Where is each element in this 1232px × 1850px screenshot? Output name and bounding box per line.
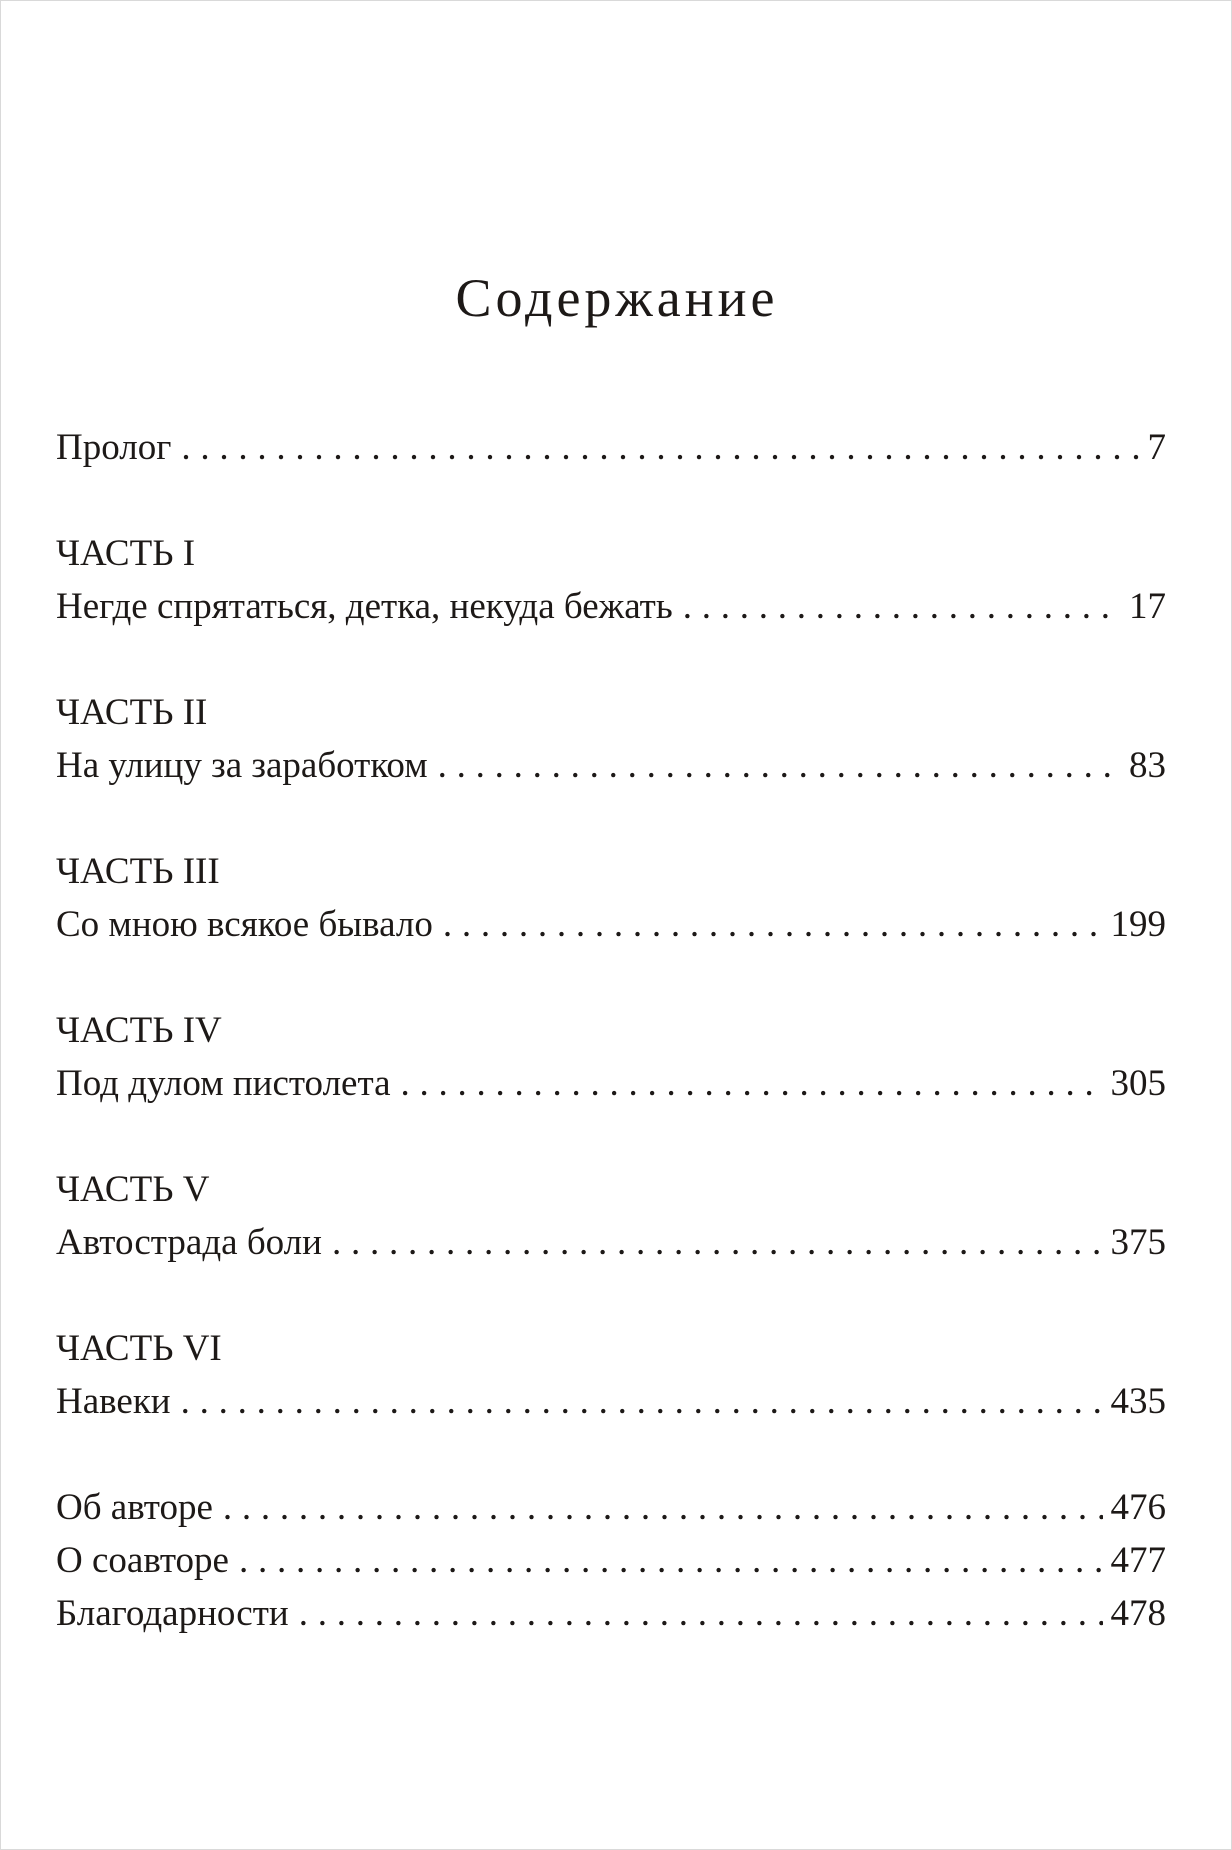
entry-title: Навеки xyxy=(56,1381,171,1422)
entry-title: Пролог xyxy=(56,427,172,468)
toc-entry xyxy=(56,1375,1166,1428)
toc-entry-about-author xyxy=(56,1481,1166,1534)
entry-title: Благодарности xyxy=(56,1593,289,1634)
entry-page-number: 305 xyxy=(1110,1063,1166,1104)
toc-entry xyxy=(56,1057,1166,1110)
toc-entry xyxy=(56,739,1166,792)
entry-title: На улицу за заработком xyxy=(56,745,428,786)
entry-title: Негде спрятаться, детка, некуда бежать xyxy=(56,586,673,627)
dot-leader xyxy=(223,1481,1103,1534)
toc-part-6 xyxy=(56,1322,1166,1428)
dot-leader xyxy=(401,1057,1103,1110)
toc-entry-about-coauthor xyxy=(56,1534,1166,1587)
toc-part-4 xyxy=(56,1004,1166,1110)
part-heading: ЧАСТЬ III xyxy=(56,851,220,892)
entry-page-number: 435 xyxy=(1110,1381,1166,1422)
entry-title: Автострада боли xyxy=(56,1222,322,1263)
part-heading: ЧАСТЬ IV xyxy=(56,1010,222,1051)
toc-back-matter xyxy=(56,1481,1166,1640)
toc-entry-acknowledgements xyxy=(56,1587,1166,1640)
entry-title: О соавторе xyxy=(56,1540,229,1581)
part-heading: ЧАСТЬ I xyxy=(56,533,196,574)
dot-leader xyxy=(438,739,1121,792)
entry-title: Со мною всякое бывало xyxy=(56,904,433,945)
dot-leader xyxy=(683,580,1121,633)
dot-leader xyxy=(332,1216,1103,1269)
page-title: Содержание xyxy=(455,268,779,328)
toc-entry xyxy=(56,1216,1166,1269)
dot-leader xyxy=(299,1587,1103,1640)
toc-part-2 xyxy=(56,686,1166,792)
toc-part-3 xyxy=(56,845,1166,951)
entry-page-number: 17 xyxy=(1129,586,1166,627)
toc-part-1 xyxy=(56,527,1166,633)
entry-page-number: 375 xyxy=(1110,1222,1166,1263)
toc-entry xyxy=(56,898,1166,951)
part-heading: ЧАСТЬ VI xyxy=(56,1328,222,1369)
part-heading: ЧАСТЬ II xyxy=(56,692,208,733)
table-of-contents xyxy=(56,421,1166,1640)
entry-title: Об авторе xyxy=(56,1487,213,1528)
entry-page-number: 7 xyxy=(1147,427,1166,468)
entry-page-number: 199 xyxy=(1110,904,1166,945)
part-heading: ЧАСТЬ V xyxy=(56,1169,210,1210)
toc-part-5 xyxy=(56,1163,1166,1269)
toc-entry-prologue xyxy=(56,421,1166,474)
entry-title: Под дулом пистолета xyxy=(56,1063,391,1104)
entry-page-number: 477 xyxy=(1110,1540,1166,1581)
dot-leader xyxy=(239,1534,1103,1587)
toc-entry xyxy=(56,580,1166,633)
dot-leader xyxy=(181,421,1139,474)
entry-page-number: 478 xyxy=(1110,1593,1166,1634)
entry-page-number: 476 xyxy=(1110,1487,1166,1528)
dot-leader xyxy=(443,898,1103,951)
entry-page-number: 83 xyxy=(1129,745,1166,786)
dot-leader xyxy=(181,1375,1103,1428)
